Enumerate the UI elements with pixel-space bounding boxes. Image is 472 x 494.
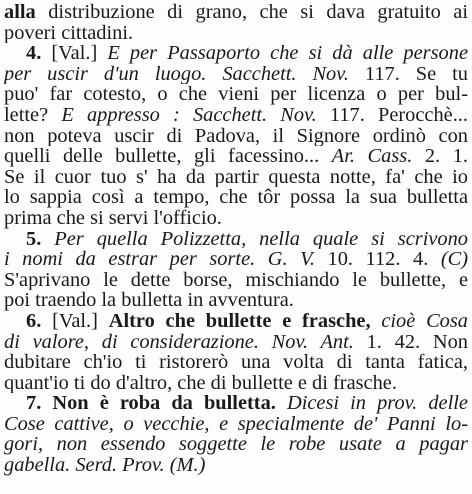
text-span: quelli delle bullette, gli facessino...	[4, 146, 332, 167]
text-span: poi traendo la bulletta in avventura.	[4, 290, 294, 311]
italic-text: Cose cattive, o vecchie, e specialmente de' Panni lo-	[4, 413, 468, 435]
italic-text: Per quella Polizzetta, nella quale si scrivono	[54, 228, 468, 250]
text-span: 1. 42. Non	[353, 331, 468, 353]
text-line	[4, 311, 468, 332]
italic-text: gori, non essendo soggette le robe usate a pagar	[4, 434, 468, 456]
text-line	[4, 434, 468, 455]
bold-text: Altro che bullette e frasche,	[108, 310, 371, 332]
text-span: non poteva uscir di Padova, il Signore ordinò con	[4, 125, 468, 147]
text-span: poveri cittadini.	[4, 22, 134, 44]
italic-text: di valore, di considerazione. Nov. Ant.	[4, 331, 354, 353]
italic-text: E appresso : Sacchett. Nov.	[61, 104, 317, 126]
text-line	[4, 373, 468, 394]
text-line	[4, 146, 468, 167]
text-span: [Val.]	[51, 43, 108, 64]
text-line	[4, 126, 468, 147]
bold-text: Non è roba da bulletta.	[52, 393, 276, 414]
bold-text: alla	[4, 2, 36, 23]
text-span: puo' far cotesto, o che vieni per licenza o per bul-	[4, 84, 468, 105]
text-line	[4, 64, 468, 85]
text-line	[4, 84, 468, 105]
text-span: [Val.]	[52, 310, 109, 332]
bold-text: 4.	[26, 43, 52, 64]
dictionary-entry-text	[4, 2, 468, 476]
text-span: 2. 1.	[412, 146, 468, 167]
text-line	[4, 270, 468, 291]
text-span: 117. Se tu	[348, 63, 468, 85]
text-span: distribuzione di grano, che si dava gratuito ai	[35, 2, 468, 23]
text-line	[4, 455, 468, 476]
text-span: 117. Perocchè...	[316, 104, 468, 126]
text-line	[4, 208, 468, 229]
text-line	[4, 43, 468, 64]
italic-text: (C)	[440, 249, 468, 270]
text-line	[4, 229, 468, 250]
italic-text: Ar. Cass.	[331, 146, 413, 167]
text-line	[4, 187, 468, 208]
text-span: prima che si servi l'officio.	[4, 207, 222, 229]
text-line	[4, 105, 468, 126]
italic-text: gabella. Serd. Prov. (M.)	[4, 455, 206, 476]
text-span: dubitare ch'io ti ristorerò una volta di tanta fatica,	[4, 352, 468, 373]
text-line	[4, 414, 468, 435]
text-line	[4, 332, 468, 353]
italic-text: cioè Cosa	[370, 310, 468, 332]
text-line	[4, 393, 468, 414]
text-span: Se il cuor tuo s' ha da partir questa notte, fa' che io	[4, 166, 468, 188]
bold-text: 5.	[26, 228, 55, 250]
text-line	[4, 23, 468, 44]
italic-text: per uscir d'un luogo. Sacchett. Nov.	[4, 63, 349, 85]
bold-text: 7.	[26, 393, 53, 414]
text-span: quant'io ti do d'altro, che di bullette e di frasche.	[4, 372, 397, 394]
italic-text: Dicesi in prov. delle	[275, 393, 468, 414]
bold-text: 6.	[26, 310, 53, 332]
text-line	[4, 352, 468, 373]
italic-text: i nomi da estrar per sorte. G. V.	[4, 249, 316, 270]
text-span: lette?	[4, 104, 62, 126]
text-line	[4, 167, 468, 188]
italic-text: E per Passaporto che si dà alle persone	[107, 43, 468, 64]
text-line	[4, 249, 468, 270]
text-line	[4, 290, 468, 311]
text-span: S'aprivano le dette borse, mischiando le bullette, e	[4, 269, 468, 291]
text-span: lo sappia così a tempo, che tôr possa la sua bulletta	[4, 187, 468, 208]
text-line	[4, 2, 468, 23]
text-span: 10. 112. 4.	[315, 249, 441, 270]
